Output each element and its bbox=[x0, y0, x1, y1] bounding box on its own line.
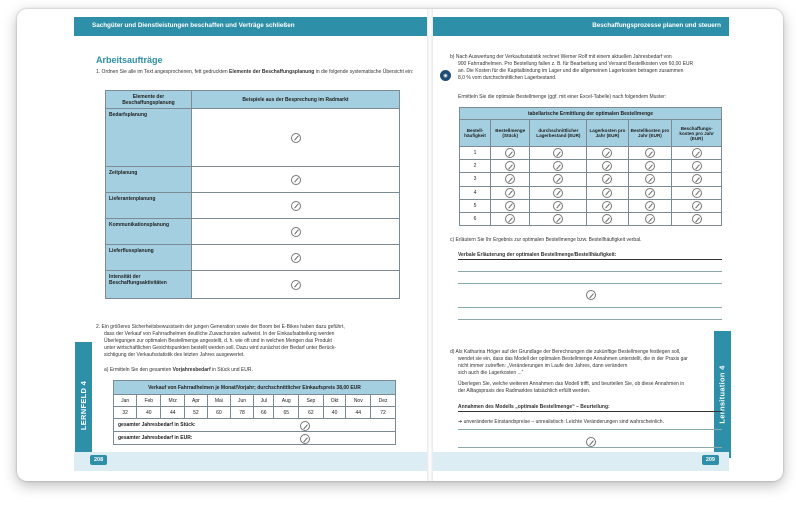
month-cell: Sep bbox=[299, 395, 324, 407]
pencil-icon[interactable] bbox=[602, 188, 612, 198]
answer-cell[interactable] bbox=[192, 219, 400, 245]
answer-cell[interactable] bbox=[530, 199, 587, 212]
table-row bbox=[460, 186, 722, 199]
table-header: Elemente der Beschaffungsplanung bbox=[106, 91, 192, 109]
pencil-icon[interactable] bbox=[602, 201, 612, 211]
opt-table-header-row bbox=[460, 120, 722, 147]
task-c-text: c) Erläutern Sie Ihr Ergebnis zur optimalen Bestellmenge bzw. Bestellhäufigkeit verbal. bbox=[450, 237, 642, 243]
answer-cell[interactable] bbox=[672, 173, 722, 186]
value-cell: 44 bbox=[161, 407, 185, 419]
lernsituation-tab: Lernsituation 4 bbox=[714, 331, 731, 458]
pencil-icon[interactable] bbox=[505, 161, 515, 171]
answer-cell[interactable] bbox=[672, 212, 722, 225]
month-cell: Jun bbox=[230, 395, 253, 407]
pencil-icon[interactable] bbox=[645, 201, 655, 211]
task-d-text: d) Als Katharina Höger auf der Grundlage der Berechnungen die zukünftige Bestellmenge festlegen soll, wendet sie ein, dass das Modell der optimalen Bestellmenge Annahmen unterstellt, die in der Praxis gar nicht immer zutreffen: „Veränderungen im Laufe des Jahres, dann verändern sich auch die Lagerkosten ...“ Überlegen Sie, welche weiteren Annahmen das Modell trifft, und beurteilen Sie, ob diese Annahmen in der Alltagspraxis des Radmarktes tatsächlich erfüllt werden. bbox=[450, 349, 688, 394]
planning-table bbox=[105, 90, 400, 299]
answer-cell[interactable] bbox=[530, 173, 587, 186]
answer-cell[interactable] bbox=[628, 160, 672, 173]
frequency-cell: 2 bbox=[460, 160, 491, 173]
table-row bbox=[460, 160, 722, 173]
pencil-icon[interactable] bbox=[553, 188, 563, 198]
answer-cell[interactable] bbox=[192, 167, 400, 193]
pencil-icon[interactable] bbox=[505, 214, 515, 224]
values-row bbox=[114, 407, 396, 419]
pencil-icon[interactable] bbox=[553, 148, 563, 158]
pencil-icon[interactable] bbox=[692, 201, 702, 211]
answer-cell[interactable] bbox=[628, 147, 672, 160]
task-d-example: ➔ unveränderte Einstandspreise – unrealistisch: Leichte Veränderungen sind wahrscheinlich. bbox=[458, 419, 664, 425]
answer-cell[interactable] bbox=[672, 186, 722, 199]
month-cell: Mai bbox=[207, 395, 230, 407]
month-cell: Okt bbox=[323, 395, 346, 407]
answer-cell[interactable] bbox=[491, 186, 530, 199]
answer-line[interactable] bbox=[458, 429, 722, 430]
task1-text: 1. Ordnen Sie alle im Text angesprochenen, fett gedruckten Elemente der Beschaffungsplanung in die folgende systematische Übersicht ein: bbox=[96, 69, 414, 75]
lernfeld-tab: LERNFELD 4 bbox=[75, 342, 92, 469]
page-number-right: 209 bbox=[702, 455, 719, 465]
answer-line[interactable] bbox=[458, 271, 722, 272]
opt-table-header: Bestell-häufigkeit bbox=[460, 120, 491, 147]
pencil-icon[interactable] bbox=[602, 214, 612, 224]
answer-line[interactable] bbox=[458, 447, 722, 448]
month-cell: Apr bbox=[185, 395, 208, 407]
answer-cell[interactable] bbox=[587, 147, 628, 160]
sales-table-caption: Verkauf von Fahrradhelmen je Monat/Vorjahr; durchschnittlicher Einkaufspreis 38,00 EUR bbox=[114, 381, 396, 395]
month-cell: Nov bbox=[346, 395, 371, 407]
left-header-title: Sachgüter und Dienstleistungen beschaffen und Verträge schließen bbox=[92, 22, 295, 29]
answer-cell[interactable] bbox=[491, 147, 530, 160]
answer-cell[interactable] bbox=[587, 160, 628, 173]
total-pieces-cell[interactable]: gesamter Jahresbedarf in Stück: bbox=[114, 419, 396, 432]
answer-cell[interactable] bbox=[628, 199, 672, 212]
task2a-text: a) Ermitteln Sie den gesamten Vorjahresbedarf in Stück und EUR. bbox=[104, 367, 253, 373]
answer-cell[interactable] bbox=[530, 212, 587, 225]
months-row bbox=[114, 395, 396, 407]
pencil-icon[interactable] bbox=[692, 174, 702, 184]
value-cell: 44 bbox=[346, 407, 371, 419]
sales-table bbox=[113, 380, 396, 445]
answer-cell[interactable] bbox=[491, 160, 530, 173]
answer-cell[interactable] bbox=[192, 245, 400, 271]
answer-line[interactable] bbox=[458, 283, 722, 284]
answer-cell[interactable] bbox=[587, 173, 628, 186]
pencil-icon[interactable] bbox=[291, 253, 301, 263]
answer-cell[interactable] bbox=[491, 173, 530, 186]
right-footer bbox=[433, 452, 729, 471]
answer-cell[interactable] bbox=[192, 193, 400, 219]
pencil-icon[interactable] bbox=[645, 174, 655, 184]
value-cell: 40 bbox=[323, 407, 346, 419]
pencil-icon[interactable] bbox=[645, 148, 655, 158]
book-spread bbox=[17, 9, 783, 481]
value-cell: 78 bbox=[230, 407, 253, 419]
frequency-cell: 3 bbox=[460, 173, 491, 186]
right-header-title: Beschaffungsprozesse planen und steuern bbox=[592, 22, 721, 29]
task-b-text: b) Nach Auswertung der Verkaufsstatistik rechnet Werner Rolf mit einem aktuellen Jahresbedarf von 900 Fahrradhelmen. Pro Bestellung fallen z. B. für Bearbeitung und Versand Bestellkosten von 60,00 EUR an. Die Kosten für die Kapitalbindung im Lager und die allgemeinen Lagerkosten betragen zusammen 8,0 % vom durchschnittlichen Lagerbestand. bbox=[450, 54, 694, 81]
answer-cell[interactable] bbox=[672, 160, 722, 173]
pencil-icon[interactable] bbox=[553, 201, 563, 211]
pencil-icon[interactable] bbox=[692, 188, 702, 198]
opt-table-header: Beschaffungs-kosten pro Jahr (EUR) bbox=[672, 120, 722, 147]
opt-table-header: Bestellkosten pro Jahr (EUR) bbox=[628, 120, 672, 147]
frequency-cell: 4 bbox=[460, 186, 491, 199]
left-footer bbox=[74, 452, 427, 471]
pencil-icon[interactable] bbox=[291, 175, 301, 185]
pencil-icon[interactable] bbox=[586, 290, 596, 300]
pencil-icon[interactable] bbox=[692, 161, 702, 171]
table-row bbox=[460, 199, 722, 212]
month-cell: Dez bbox=[371, 395, 396, 407]
task-b-instruction: Ermitteln Sie die optimale Bestellmenge (ggf. mit einer Excel-Tabelle) nach folgendem Muster: bbox=[458, 94, 667, 100]
frequency-cell: 1 bbox=[460, 147, 491, 160]
answer-cell[interactable] bbox=[491, 212, 530, 225]
pencil-icon[interactable] bbox=[692, 148, 702, 158]
opt-table-header: Lagerkosten pro Jahr (EUR) bbox=[587, 120, 628, 147]
value-cell: 32 bbox=[114, 407, 137, 419]
answer-cell[interactable] bbox=[587, 186, 628, 199]
total-eur-cell[interactable]: gesamter Jahresbedarf in EUR: bbox=[114, 432, 396, 445]
answer-cell[interactable] bbox=[530, 186, 587, 199]
task-c-label: Verbale Erläuterung der optimalen Bestellmenge/Bestellhäufigkeit: bbox=[458, 252, 617, 258]
answer-line bbox=[458, 259, 722, 260]
answer-cell[interactable] bbox=[530, 147, 587, 160]
pencil-icon[interactable] bbox=[291, 227, 301, 237]
pencil-icon[interactable] bbox=[602, 148, 612, 158]
pencil-icon[interactable] bbox=[291, 201, 301, 211]
answer-cell[interactable] bbox=[530, 160, 587, 173]
pencil-icon[interactable] bbox=[586, 437, 596, 447]
value-cell: 60 bbox=[207, 407, 230, 419]
answer-cell[interactable] bbox=[587, 212, 628, 225]
answer-line[interactable] bbox=[458, 319, 722, 320]
page-heading: Arbeitsaufträge bbox=[96, 55, 163, 65]
frequency-cell: 6 bbox=[460, 212, 491, 225]
answer-cell[interactable] bbox=[491, 199, 530, 212]
value-cell: 65 bbox=[274, 407, 299, 419]
answer-cell[interactable] bbox=[192, 271, 400, 299]
pencil-icon[interactable] bbox=[645, 188, 655, 198]
table-row-label: Intensität der Beschaffungsaktivitäten bbox=[106, 271, 192, 299]
value-cell: 72 bbox=[371, 407, 396, 419]
answer-line[interactable] bbox=[458, 307, 722, 308]
pencil-icon[interactable] bbox=[602, 161, 612, 171]
answer-cell[interactable] bbox=[628, 173, 672, 186]
pencil-icon[interactable] bbox=[553, 161, 563, 171]
optimal-order-table bbox=[459, 107, 722, 226]
table-row-label: Lieferflussplanung bbox=[106, 245, 192, 271]
pencil-icon[interactable] bbox=[505, 201, 515, 211]
answer-cell[interactable] bbox=[192, 109, 400, 167]
book-gutter bbox=[427, 9, 433, 481]
month-cell: Aug bbox=[274, 395, 299, 407]
month-cell: Mrz bbox=[161, 395, 185, 407]
table-row bbox=[460, 212, 722, 225]
pencil-icon[interactable] bbox=[645, 214, 655, 224]
value-cell: 40 bbox=[137, 407, 161, 419]
table-row-label: Bedarfsplanung bbox=[106, 109, 192, 167]
table-row bbox=[460, 173, 722, 186]
month-cell: Jul bbox=[254, 395, 274, 407]
month-cell: Feb bbox=[137, 395, 161, 407]
table-row bbox=[460, 147, 722, 160]
value-cell: 66 bbox=[254, 407, 274, 419]
opt-table-header: Bestellmenge (Stück) bbox=[491, 120, 530, 147]
opt-table-body bbox=[460, 147, 722, 226]
answer-cell[interactable] bbox=[587, 199, 628, 212]
pencil-icon[interactable] bbox=[291, 280, 301, 290]
answer-cell[interactable] bbox=[628, 212, 672, 225]
pencil-icon[interactable] bbox=[553, 214, 563, 224]
pencil-icon[interactable] bbox=[692, 214, 702, 224]
right-header-band bbox=[433, 17, 729, 36]
value-cell: 52 bbox=[185, 407, 208, 419]
answer-cell[interactable] bbox=[628, 186, 672, 199]
pencil-icon[interactable] bbox=[300, 421, 310, 431]
opt-table-header: durchschnittlicher Lagerbestand (EUR) bbox=[530, 120, 587, 147]
table-row-label: Lieferantenplanung bbox=[106, 193, 192, 219]
pencil-icon[interactable] bbox=[505, 188, 515, 198]
pencil-icon[interactable] bbox=[602, 174, 612, 184]
table-row-label: Kommunikationsplanung bbox=[106, 219, 192, 245]
page-number-left: 208 bbox=[90, 455, 107, 465]
pencil-icon[interactable] bbox=[291, 133, 301, 143]
table-header: Beispiele aus der Besprechung im Radmarkt bbox=[192, 91, 400, 109]
cd-icon[interactable]: ◉ bbox=[440, 70, 451, 81]
answer-line bbox=[458, 411, 722, 412]
task-d-label: Annahmen des Modells „optimale Bestellmenge“ – Beurteilung: bbox=[458, 404, 610, 410]
left-header-band bbox=[74, 17, 427, 36]
month-cell: Jan bbox=[114, 395, 137, 407]
opt-table-caption: tabellarische Ermittlung der optimalen Bestellmenge bbox=[460, 108, 722, 120]
table-row-label: Zeitplanung bbox=[106, 167, 192, 193]
pencil-icon[interactable] bbox=[300, 434, 310, 444]
pencil-icon[interactable] bbox=[645, 161, 655, 171]
answer-cell[interactable] bbox=[672, 199, 722, 212]
task2-text: 2. Ein größeres Sicherheitsbewusstsein der jungen Generation sowie der Boom bei E-Bikes haben dazu geführt, dass der Verkauf von Fahrradhelmen deutliche Zuwachsraten aufweist. In der Einkaufsabteilung werden Überlegungen zur optimalen Bestellmenge angestellt, d. h. wie oft und in welchen Mengen das Produkt unter wirtschaftlichen Gesichtspunkten bestellt werden soll. Dazu wird zunächst der Bedarf unter Berück- sichtigung der Verkaufsstatistik des letzten Jahres ausgewertet. bbox=[96, 324, 345, 358]
answer-cell[interactable] bbox=[672, 147, 722, 160]
pencil-icon[interactable] bbox=[505, 174, 515, 184]
pencil-icon[interactable] bbox=[553, 174, 563, 184]
pencil-icon[interactable] bbox=[505, 148, 515, 158]
value-cell: 62 bbox=[299, 407, 324, 419]
frequency-cell: 5 bbox=[460, 199, 491, 212]
